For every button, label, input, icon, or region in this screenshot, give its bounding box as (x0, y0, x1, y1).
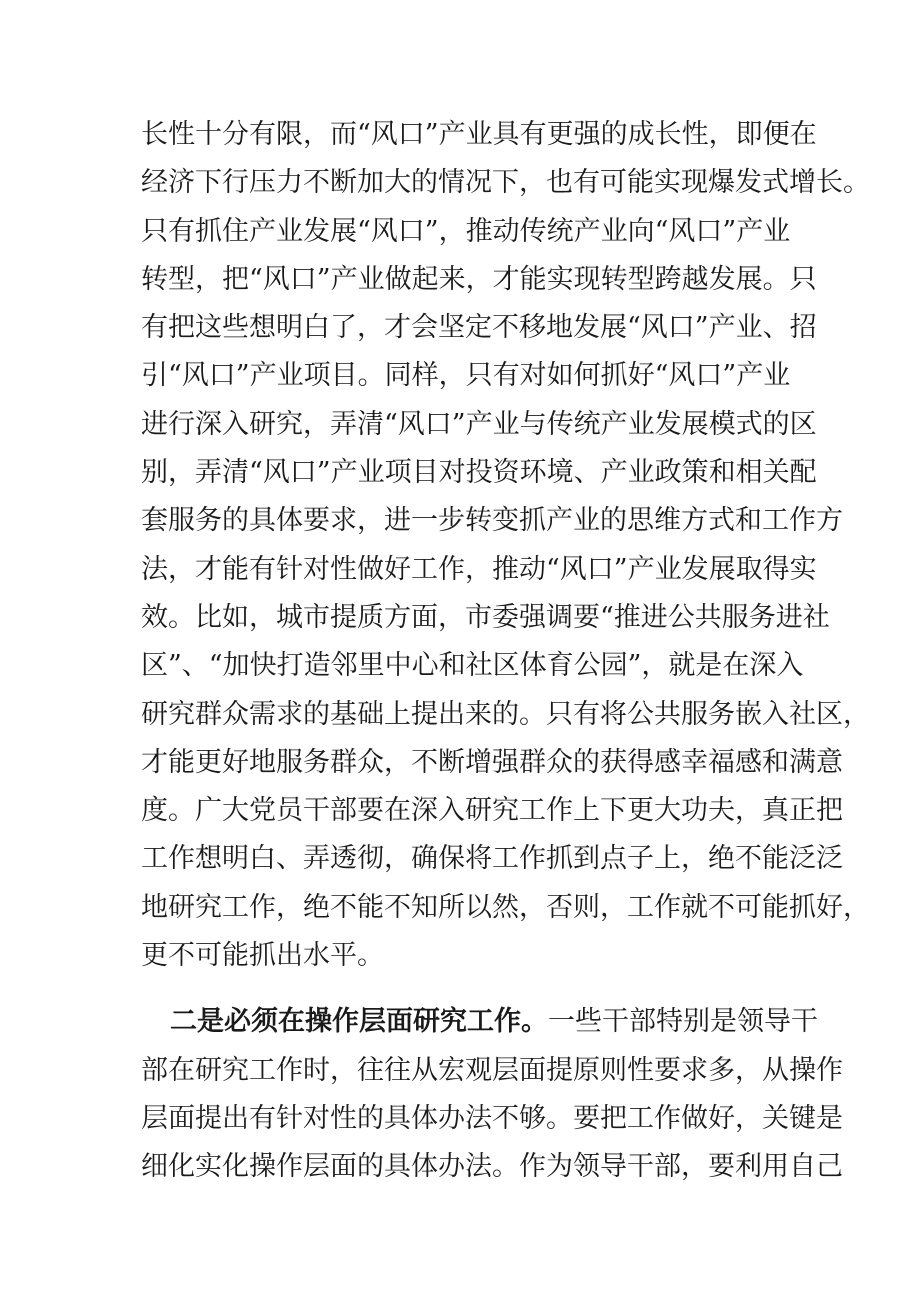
text-line: 只有抓住产业发展“风口”，推动传统产业向“风口”产业 (141, 215, 791, 247)
text-line: 工作想明白、弄透彻，确保将工作抓到点子上，绝不能泛泛 (141, 843, 843, 875)
text-line: 更不可能抓出水平。 (141, 940, 384, 972)
text-line: 套服务的具体要求，进一步转变抓产业的思维方式和工作方 (141, 505, 843, 537)
text-line: 区”、“加快打造邻里中心和社区体育公园”，就是在深入 (141, 650, 804, 682)
text-line: 地研究工作，绝不能不知所以然，否则，工作就不可能抓好， (141, 891, 870, 923)
text-line: 才能更好地服务群众，不断增强群众的获得感幸福感和满意 (141, 746, 843, 778)
text-line: 部在研究工作时，往往从宏观层面提原则性要求多，从操作 (141, 1054, 843, 1086)
heading-continuation: 一些干部特别是领导干 (548, 1006, 818, 1038)
text-line: 引“风口”产业项目。同样，只有对如何抓好“风口”产业 (141, 360, 791, 392)
paragraph-1 (141, 111, 870, 980)
text-line: 效。比如，城市提质方面，市委强调要“推进公共服务进社 (141, 601, 830, 633)
text-line: 有把这些想明白了，才会坚定不移地发展“风口”产业、招 (141, 312, 817, 344)
text-line: 研究群众需求的基础上提出来的。只有将公共服务嵌入社区， (141, 698, 870, 730)
text-line: 转型，把“风口”产业做起来，才能实现转型跨越发展。只 (141, 263, 817, 295)
text-line: 经济下行压力不断加大的情况下，也有可能实现爆发式增长。 (141, 167, 870, 199)
text-line (141, 998, 818, 1046)
text-line: 进行深入研究，弄清“风口”产业与传统产业发展模式的区 (141, 408, 817, 440)
paragraph-2 (141, 998, 843, 1191)
section-heading: 二是必须在操作层面研究工作。 (170, 1006, 548, 1038)
text-line: 长性十分有限，而“风口”产业具有更强的成长性，即便在 (141, 119, 817, 150)
text-line: 层面提出有针对性的具体办法不够。要把工作做好，关键是 (141, 1102, 843, 1134)
text-line: 法，才能有针对性做好工作，推动“风口”产业发展取得实 (141, 553, 817, 585)
document-body (141, 111, 870, 1192)
text-line: 度。广大党员干部要在深入研究工作上下更大功夫，真正把 (141, 795, 843, 827)
text-line: 别，弄清“风口”产业项目对投资环境、产业政策和相关配 (141, 457, 817, 489)
text-line: 细化实化操作层面的具体办法。作为领导干部，要利用自己 (141, 1151, 843, 1183)
